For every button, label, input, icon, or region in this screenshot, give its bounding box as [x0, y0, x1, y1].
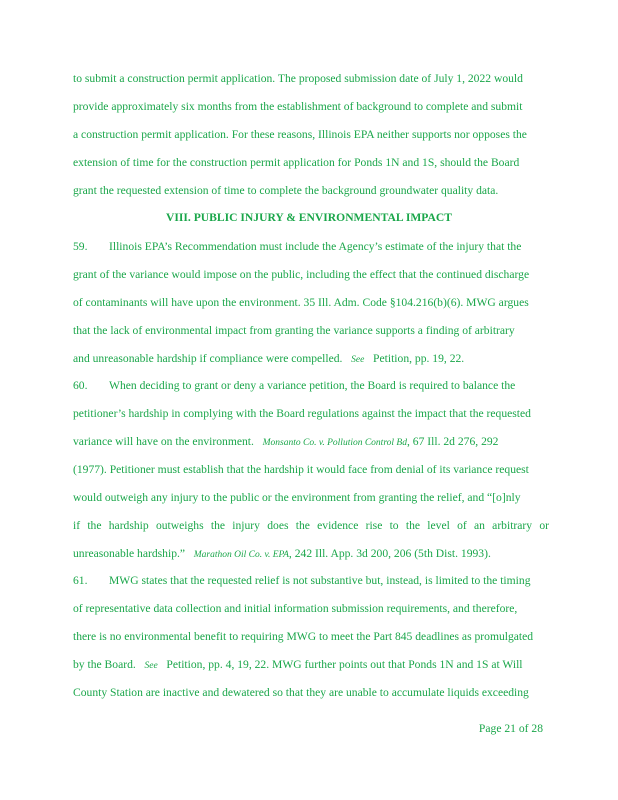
text-line: provide approximately six months from the establishment of background to complete and submit — [73, 100, 523, 113]
page-number: Page 21 of 28 — [478, 722, 543, 735]
section-heading: VIII. PUBLIC INJURY & ENVIRONMENTAL IMPACT — [165, 211, 452, 224]
paragraph-number: 59. — [73, 240, 88, 253]
text-line: of contaminants will have upon the environment. 35 Ill. Adm. Code §104.216(b)(6). MWG argues — [73, 296, 529, 309]
paragraph-59-line-1: 59. Illinois EPA’s Recommendation must include the Agency’s estimate of the injury that the — [73, 240, 522, 253]
text-line: that the lack of environmental impact from granting the variance supports a finding of arbitrary — [73, 324, 515, 337]
paragraph-number: 61. — [73, 574, 88, 587]
case-citation: Monsanto Co. v. Pollution Control Bd — [262, 438, 407, 448]
text-line: grant of the variance would impose on the public, including the effect that the continued discharge — [73, 268, 530, 281]
paragraph-59-line-5: and unreasonable hardship if compliance were compelled. See Petition, pp. 19, 22. — [73, 352, 465, 365]
signal-see: See — [144, 661, 158, 671]
text-line: grant the requested extension of time to complete the background groundwater quality data. — [73, 184, 499, 197]
paragraph-61-line-4: by the Board. See Petition, pp. 4, 19, 22. MWG further points out that Ponds 1N and 1S at Will — [73, 658, 523, 671]
text-line: there is no environmental benefit to requiring MWG to meet the Part 845 deadlines as promulgated — [73, 630, 534, 643]
paragraph-61-line-1: 61. MWG states that the requested relief is not substantive but, instead, is limited to the timing — [73, 574, 531, 587]
paragraph-60-line-1: 60. When deciding to grant or deny a variance petition, the Board is required to balance the — [73, 379, 516, 392]
paragraph-60-line-3: variance will have on the environment. Monsanto Co. v. Pollution Control Bd, 67 Ill. 2d 276, 292 — [73, 435, 499, 448]
text-line: extension of time for the construction permit application for Ponds 1N and 1S, should the Board — [73, 156, 520, 169]
paragraph-number: 60. — [73, 379, 88, 392]
paragraph-60-line-7: unreasonable hardship.” Marathon Oil Co. v. EPA, 242 Ill. App. 3d 200, 206 (5th Dist. 1993). — [73, 547, 491, 560]
text-line: petitioner’s hardship in complying with the Board regulations against the impact that the requested — [73, 407, 531, 420]
signal-see: See — [351, 355, 365, 365]
text-line: County Station are inactive and dewatered so that they are unable to accumulate liquids exceeding — [73, 686, 529, 699]
text-line: would outweigh any injury to the public or the environment from granting the relief, and “[o]nly — [73, 491, 521, 504]
case-citation: Marathon Oil Co. v. EPA — [193, 550, 289, 560]
text-line: (1977). Petitioner must establish that the hardship it would face from denial of its variance request — [73, 463, 529, 476]
text-line: of representative data collection and initial information submission requirements, and therefore, — [73, 602, 518, 615]
text-line: if the hardship outweighs the injury does the evidence rise to the level of an arbitrary or — [73, 519, 549, 532]
text-line: a construction permit application. For these reasons, Illinois EPA neither supports nor opposes the — [73, 128, 527, 141]
text-line: to submit a construction permit application. The proposed submission date of July 1, 2022 would — [73, 72, 523, 85]
